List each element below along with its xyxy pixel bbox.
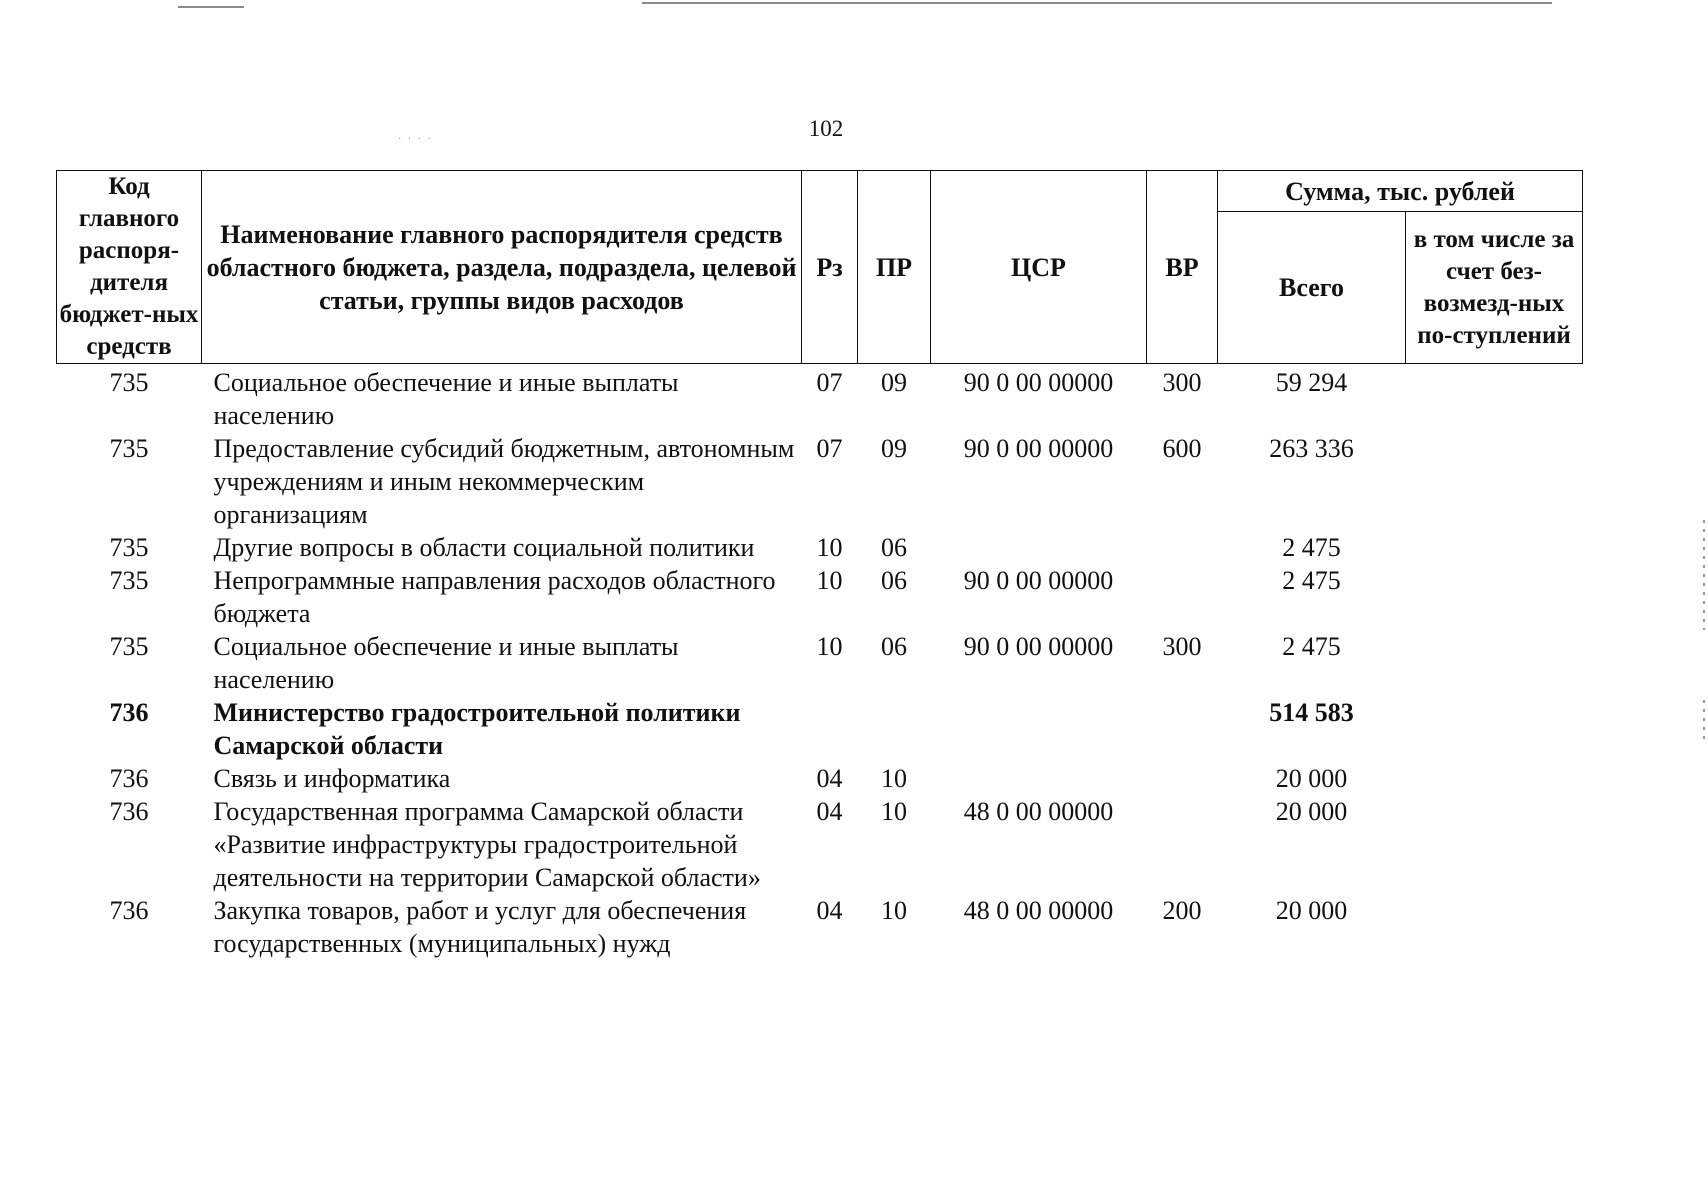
row-total: 20 000: [1275, 764, 1348, 793]
row-vr: [1147, 564, 1218, 630]
row-pr: 09: [881, 368, 907, 397]
table-row: [57, 531, 1583, 564]
row-csr: [931, 531, 1147, 564]
row-rz: 04: [816, 797, 843, 826]
row-vr: [1147, 696, 1218, 762]
row-vr: 200: [1162, 896, 1202, 925]
row-grants: [1406, 630, 1583, 696]
table-row: [57, 762, 1583, 795]
row-csr: 90 0 00 00000: [963, 434, 1114, 463]
row-code: 736: [109, 896, 149, 925]
row-code: 735: [109, 566, 149, 595]
row-code: 736: [109, 797, 149, 826]
row-grants: [1406, 894, 1583, 960]
row-pr: 10: [881, 797, 907, 826]
row-name: Закупка товаров, работ и услуг для обеспечения государственных (муниципальных) нужд: [213, 896, 747, 958]
row-total: 514 583: [1269, 698, 1354, 727]
row-rz: 07: [816, 434, 843, 463]
scan-artifact-specks: · · · ·: [398, 134, 433, 145]
row-total: 2 475: [1282, 566, 1341, 595]
row-rz: 10: [816, 566, 843, 595]
header-sum: Сумма, тыс. рублей: [1218, 171, 1583, 212]
row-csr: 90 0 00 00000: [963, 632, 1114, 661]
row-grants: [1406, 364, 1583, 433]
row-name: Непрограммные направления расходов областного бюджета: [213, 566, 776, 628]
scan-artifact-edge-dots-lower: [1703, 700, 1705, 740]
scan-artifact-edge-dots: [1703, 520, 1705, 630]
row-name: Социальное обеспечение и иные выплаты населению: [213, 368, 679, 430]
row-name: Другие вопросы в области социальной политики: [213, 533, 755, 562]
row-grants: [1406, 795, 1583, 894]
row-name: Министерство градостроительной политики Самарской области: [213, 698, 741, 760]
table-row: [57, 364, 1583, 433]
row-code: 736: [109, 698, 149, 727]
budget-table: [56, 170, 1583, 960]
row-csr: [931, 762, 1147, 795]
header-csr: ЦСР: [931, 171, 1147, 364]
header-pr: ПР: [858, 171, 931, 364]
table-row: [57, 894, 1583, 960]
row-total: 20 000: [1275, 896, 1348, 925]
row-total: 59 294: [1275, 368, 1348, 397]
row-total: 20 000: [1275, 797, 1348, 826]
row-rz: 10: [816, 632, 843, 661]
row-code: 735: [109, 368, 149, 397]
header-name: Наименование главного распорядителя средств областного бюджета, раздела, подраздела, целевой статьи, группы видов расходов: [202, 171, 802, 364]
row-pr: [858, 696, 931, 762]
row-name: Государственная программа Самарской области «Развитие инфраструктуры градостроительной деятельности на территории Самарской области»: [213, 797, 761, 892]
row-csr: 48 0 00 00000: [963, 797, 1114, 826]
table-row: [57, 564, 1583, 630]
row-pr: 06: [881, 566, 907, 595]
row-csr: 90 0 00 00000: [963, 566, 1114, 595]
row-grants: [1406, 762, 1583, 795]
row-rz: 04: [816, 764, 843, 793]
row-vr: [1147, 795, 1218, 894]
table-header: [57, 171, 1583, 364]
row-total: 263 336: [1269, 434, 1354, 463]
row-rz: 04: [816, 896, 843, 925]
row-pr: 06: [881, 632, 907, 661]
row-vr: [1147, 531, 1218, 564]
row-pr: 06: [881, 533, 907, 562]
table-row: [57, 432, 1583, 531]
row-total: 2 475: [1282, 632, 1341, 661]
row-csr: 90 0 00 00000: [963, 368, 1114, 397]
table-body: [57, 364, 1583, 961]
row-code: 735: [109, 434, 149, 463]
row-grants: [1406, 564, 1583, 630]
row-csr: [931, 696, 1147, 762]
row-name: Социальное обеспечение и иные выплаты населению: [213, 632, 679, 694]
row-name: Предоставление субсидий бюджетным, автономным учреждениям и иным некоммерческим организациям: [213, 434, 795, 529]
scan-artifact-line-left: [178, 6, 244, 8]
row-vr: [1147, 762, 1218, 795]
row-vr: 600: [1162, 434, 1202, 463]
header-grants: в том числе за счет без-возмезд-ных по-ступлений: [1406, 212, 1583, 364]
row-code: 736: [109, 764, 149, 793]
row-total: 2 475: [1282, 533, 1341, 562]
scan-artifact-line-right: [642, 2, 1552, 4]
header-total: Всего: [1218, 212, 1406, 364]
row-name: Связь и информатика: [213, 764, 451, 793]
row-grants: [1406, 696, 1583, 762]
table-row: [57, 696, 1583, 762]
row-rz: 10: [816, 533, 843, 562]
row-rz: 07: [816, 368, 843, 397]
row-vr: 300: [1162, 368, 1202, 397]
row-grants: [1406, 432, 1583, 531]
table-row: [57, 630, 1583, 696]
header-vr: ВР: [1147, 171, 1218, 364]
table-row: [57, 795, 1583, 894]
row-pr: 09: [881, 434, 907, 463]
header-rz: Рз: [802, 171, 858, 364]
row-pr: 10: [881, 896, 907, 925]
row-code: 735: [109, 533, 149, 562]
row-rz: [802, 696, 858, 762]
page-number: 102: [808, 116, 844, 141]
row-pr: 10: [881, 764, 907, 793]
row-vr: 300: [1162, 632, 1202, 661]
row-csr: 48 0 00 00000: [963, 896, 1114, 925]
header-code: Код главного распоря-дителя бюджет-ных средств: [57, 171, 202, 364]
row-code: 735: [109, 632, 149, 661]
row-grants: [1406, 531, 1583, 564]
